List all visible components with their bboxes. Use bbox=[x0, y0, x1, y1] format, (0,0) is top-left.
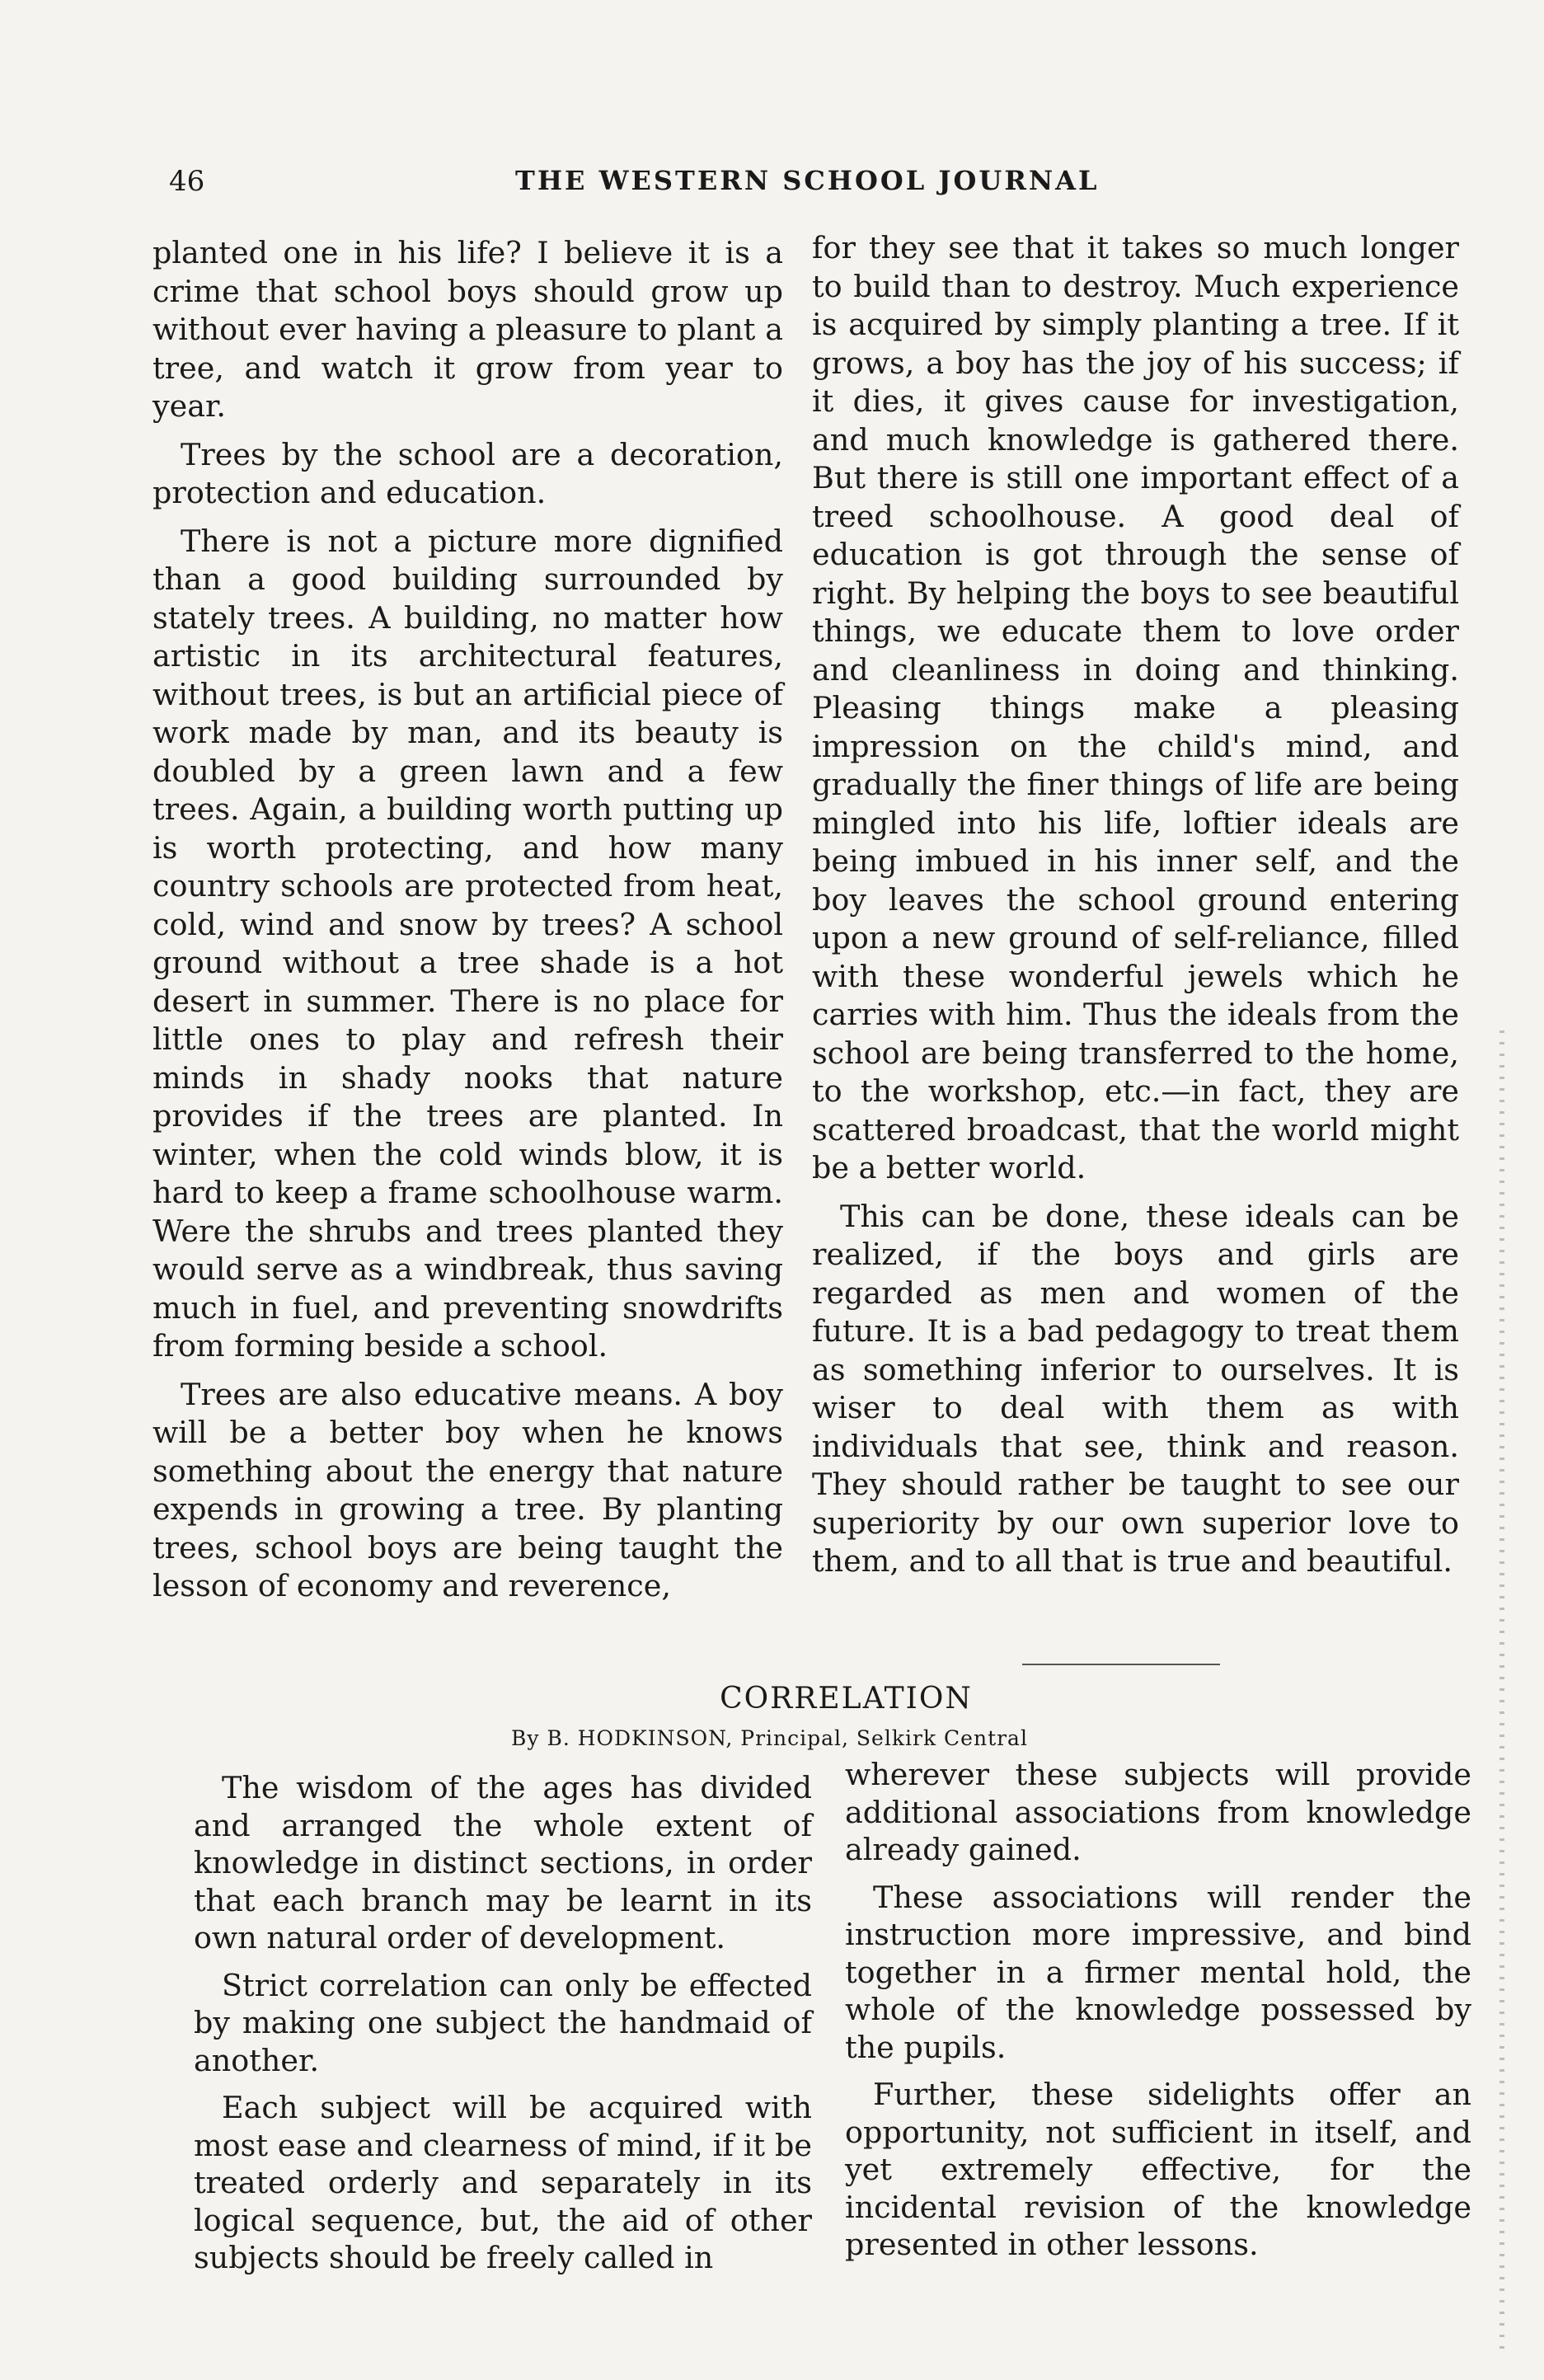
column-bottom-left bbox=[194, 1769, 812, 2277]
paragraph: for they see that it takes so much longer to build than to destroy. Much experience is acquired by simply planting a tree. If it grows, a boy has the joy of his success; if it dies, it gives cause for investigation, and much knowledge is gathered there. But there is still one important effect of a treed schoolhouse. A good deal of education is got through the sense of right. By helping the boys to see beautiful things, we educate them to love order and cleanliness in doing and thinking. Pleasing things make a pleasing impression on the child's mind, and gradually the finer things of life are being mingled into his life, loftier ideals are being imbued in his inner self, and the boy leaves the school ground entering upon a new ground of self-reliance, filled with these wonderful jewels which he carries with him. Thus the ideals from the school are being transferred to the home, to the workshop, etc.—in fact, they are scattered broadcast, that the world might be a better world. bbox=[812, 230, 1459, 1185]
page-header bbox=[169, 165, 1455, 206]
column-top-left bbox=[153, 234, 783, 1606]
column-bottom-right bbox=[845, 1756, 1471, 2264]
paragraph: Trees are also educative means. A boy will be a better boy when he knows something about the energy that nature expends in growing a tree. By planting trees, school boys are being taught the lesson of economy and reverence, bbox=[153, 1376, 783, 1603]
journal-title: THE WESTERN SCHOOL JOURNAL bbox=[515, 165, 1100, 196]
article-byline: By B. HODKINSON, Principal, Selkirk Central bbox=[511, 1726, 1028, 1750]
article-title-row bbox=[0, 1682, 1544, 1716]
paragraph: Each subject will be acquired with most ease and clearness of mind, if it be treated orderly and separately in its logical sequence, but, the aid of other subjects should be freely called in bbox=[194, 2090, 812, 2275]
paragraph: Further, these sidelights offer an opportunity, not sufficient in itself, and yet extremely effective, for the incidental revision of the knowledge presented in other lessons. bbox=[845, 2077, 1471, 2262]
paragraph: These associations will render the instruction more impressive, and bind together in a firmer mental hold, the whole of the knowledge possessed by the pupils. bbox=[845, 1879, 1471, 2065]
paragraph: planted one in his life? I believe it is a crime that school boys should grow up without ever having a pleasure to plant a tree, and watch it grow from year to year. bbox=[153, 235, 783, 424]
section-divider bbox=[1022, 1664, 1220, 1665]
paragraph: Trees by the school are a decoration, protection and education. bbox=[153, 436, 783, 510]
column-top-right bbox=[812, 229, 1459, 1581]
paragraph: This can be done, these ideals can be realized, if the boys and girls are regarded as men and women of the future. It is a bad pedagogy to treat them as something inferior to ourselves. It is wiser to deal with them as with individuals that see, think and reason. They should rather be taught to see our superiority by our own superior love to them, and to all that is true and beautiful. bbox=[812, 1198, 1459, 1579]
scan-edge-marks bbox=[1499, 1030, 1504, 2349]
article-title: CORRELATION bbox=[720, 1682, 973, 1716]
page-number: 46 bbox=[169, 165, 205, 198]
paragraph: There is not a picture more dignified than a good building surrounded by stately trees. A building, no matter how artistic in its architectural features, without trees, is but an artificial piece of work made by man, and its beauty is doubled by a green lawn and a few trees. Again, a building worth putting up is worth protecting, and how many country schools are protected from heat, cold, wind and snow by trees? A school ground without a tree shade is a hot desert in summer. There is no place for little ones to play and refresh their minds in shady nooks that nature provides if the trees are planted. In winter, when the cold winds blow, it is hard to keep a frame schoolhouse warm. Were the shrubs and trees planted they would serve as a windbreak, thus saving much in fuel, and preventing snowdrifts from forming beside a school. bbox=[153, 523, 783, 1364]
paragraph: The wisdom of the ages has divided and arranged the whole extent of knowledge in distinct sections, in order that each branch may be learnt in its own natural order of development. bbox=[194, 1770, 812, 1955]
paragraph: wherever these subjects will provide additional associations from knowledge already gained. bbox=[845, 1757, 1471, 1867]
paragraph: Strict correlation can only be effected by making one subject the handmaid of another. bbox=[194, 1967, 812, 2078]
